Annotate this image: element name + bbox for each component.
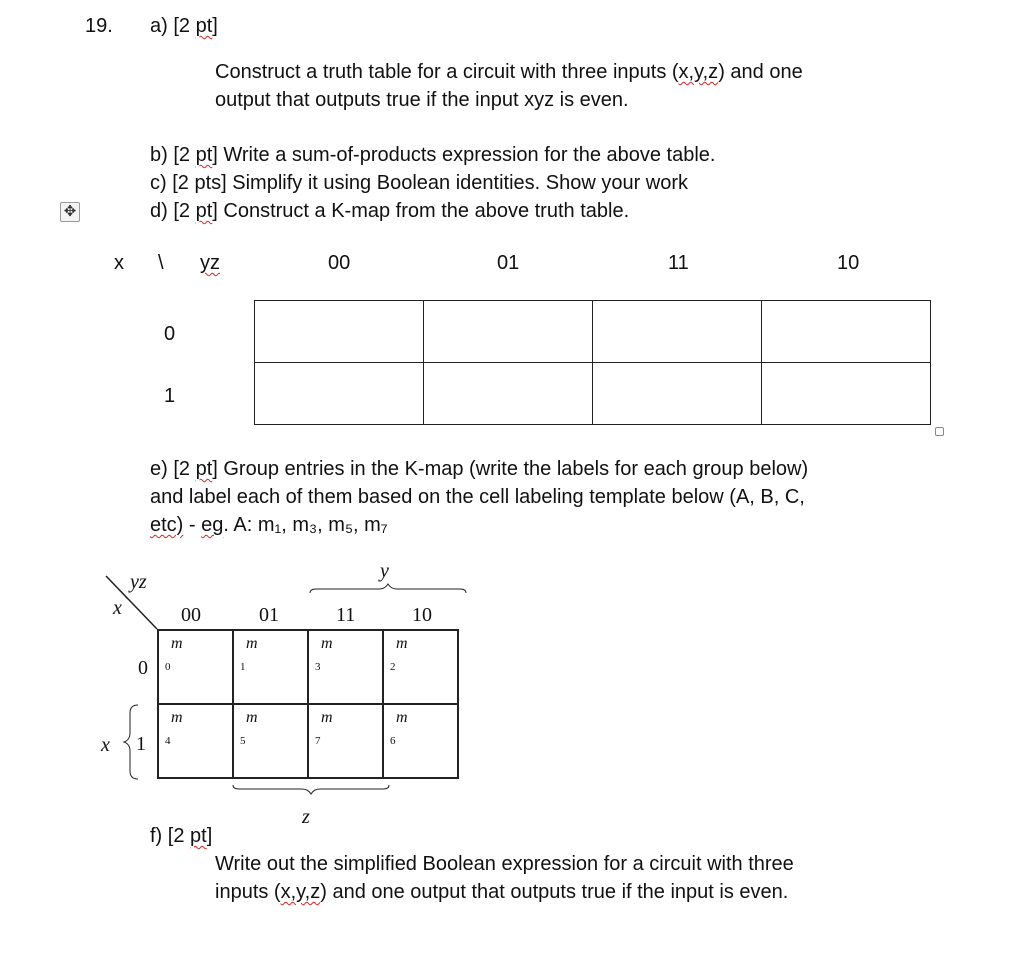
kmap-cell[interactable] — [424, 301, 593, 363]
kmap-cell[interactable] — [255, 301, 424, 363]
kmap-col-header: 00 — [328, 252, 351, 274]
kmap-col-header: 01 — [497, 252, 520, 274]
kmap-answer-table — [254, 300, 931, 425]
kmap-cell[interactable] — [593, 363, 762, 425]
part-f-line1: Write out the simplified Boolean expression for a circuit with three — [215, 853, 794, 875]
kmap-row-header: 0 — [164, 323, 176, 345]
template-cell: m $_1$ — [233, 630, 308, 704]
template-z-brace-label: z — [302, 806, 310, 828]
kmap-cell[interactable] — [762, 301, 931, 363]
part-e-line2: and label each of them based on the cell labeling template below (A, B, C, — [150, 486, 805, 508]
template-cell: m $_2$ — [383, 630, 458, 704]
template-cell: m $_3$ — [308, 630, 383, 704]
part-e-line3: etc) - eg. A: m₁, m₃, m₅, m₇ — [150, 514, 388, 536]
template-col-header: 10 — [412, 604, 432, 626]
template-x-label: x — [113, 597, 122, 619]
kmap-cell[interactable] — [762, 363, 931, 425]
template-yz-label: yz — [130, 571, 147, 593]
template-cell: m $_5$ — [233, 704, 308, 778]
table-resize-handle[interactable] — [935, 427, 944, 436]
question-number: 19. — [85, 15, 113, 37]
part-f-heading: f) [2 pt] — [150, 825, 213, 847]
part-d: d) [2 pt] Construct a K-map from the above truth table. — [150, 200, 630, 222]
template-col-header: 00 — [181, 604, 201, 626]
template-cell: m $_6$ — [383, 704, 458, 778]
kmap-template-grid — [157, 629, 459, 779]
move-handle-icon[interactable]: ✥ — [60, 202, 80, 222]
kmap-yz-label: yz — [200, 252, 220, 274]
template-cell: m $_7$ — [308, 704, 383, 778]
template-cell: m $_0$ — [158, 630, 233, 704]
kmap-cell[interactable] — [424, 363, 593, 425]
template-row-header: 0 — [138, 657, 148, 679]
part-b: b) [2 pt] Write a sum-of-products expression for the above table. — [150, 144, 716, 166]
part-a-line1: Construct a truth table for a circuit with three inputs (x,y,z) and one — [215, 61, 803, 83]
part-a-line2: output that outputs true if the input xyz is even. — [215, 89, 629, 111]
template-row-header: 1 — [136, 733, 146, 755]
kmap-col-header: 11 — [668, 252, 689, 274]
kmap-x-label: x — [114, 252, 124, 274]
kmap-cell[interactable] — [593, 301, 762, 363]
template-cell: m $_4$ — [158, 704, 233, 778]
template-col-header: 01 — [259, 604, 279, 626]
part-a-heading: a) [2 pt] — [150, 15, 218, 37]
part-e-line1: e) [2 pt] Group entries in the K-map (write the labels for each group below) — [150, 458, 809, 480]
part-f-line2: inputs (x,y,z) and one output that outputs true if the input is even. — [215, 881, 789, 903]
kmap-cell[interactable] — [255, 363, 424, 425]
kmap-col-header: 10 — [837, 252, 860, 274]
part-c: c) [2 pts] Simplify it using Boolean identities. Show your work — [150, 172, 689, 194]
kmap-row-header: 1 — [164, 385, 176, 407]
template-y-brace-label: y — [380, 560, 389, 582]
template-x-brace-label: x — [101, 734, 110, 756]
kmap-slash: \ — [158, 252, 164, 274]
template-col-header: 11 — [336, 604, 356, 626]
